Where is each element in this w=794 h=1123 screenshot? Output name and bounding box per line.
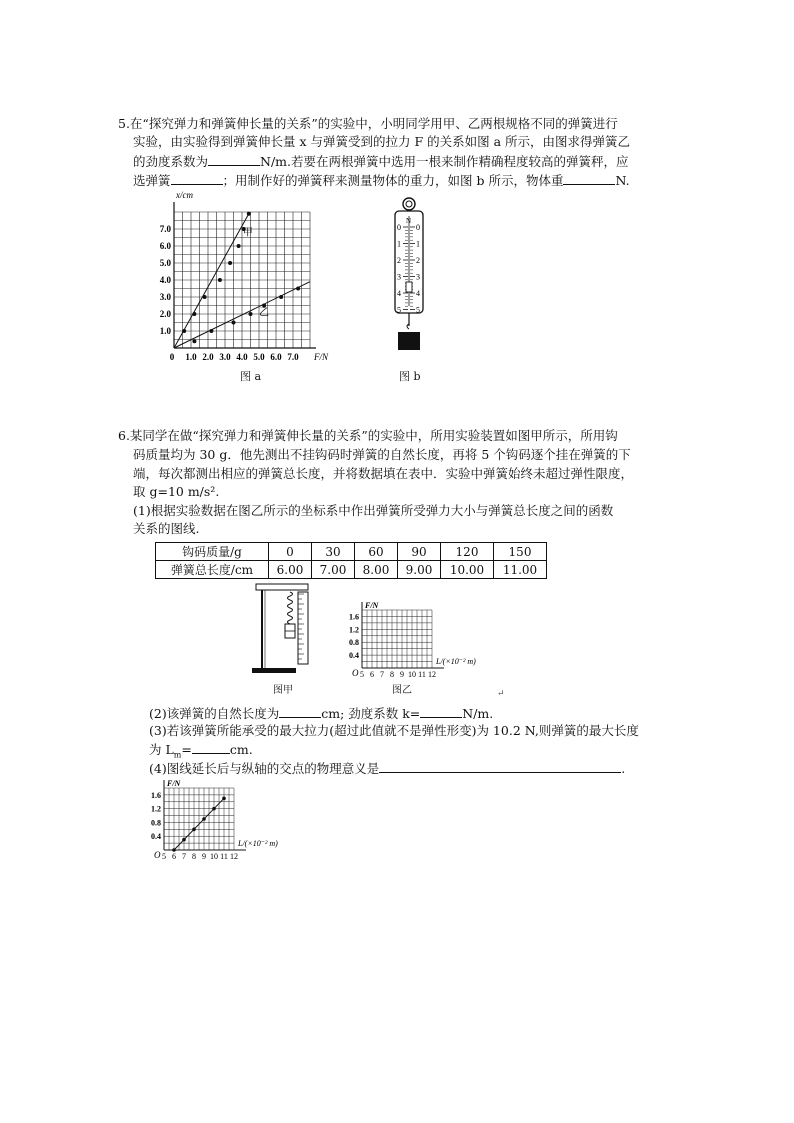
y-tick-label: 4.0 — [159, 275, 171, 285]
table-cell: 120 — [441, 543, 494, 561]
y-tick-label: 0.4 — [349, 651, 359, 661]
q6-line-1: 6.某同学在做“探究弹力和弹簧伸长量的关系”的实验中，所用实验装置如图甲所示，所用钩 — [118, 428, 618, 443]
scale-right-number: 1 — [416, 239, 420, 249]
data-point — [218, 278, 222, 282]
answer-blank[interactable] — [171, 172, 223, 185]
data-point — [209, 329, 213, 333]
spring-coil — [288, 592, 293, 624]
ruler — [298, 592, 308, 664]
table-header-cell: 弹簧总长度/cm — [156, 561, 269, 579]
q6-text: 为 L — [149, 742, 174, 757]
y-tick-label: 7.0 — [159, 224, 171, 234]
table-cell: 8.00 — [355, 561, 398, 579]
x-tick-label: 6 — [172, 852, 176, 861]
scale-right-number: 0 — [416, 223, 420, 232]
x-tick-label: 12 — [428, 670, 436, 679]
x-tick-label: 10 — [210, 852, 218, 861]
y-tick-label: 5.0 — [159, 258, 171, 268]
data-point — [249, 312, 253, 316]
scale-hook-ring-inner — [406, 201, 412, 207]
y-axis-label: F/N — [365, 601, 379, 610]
figure-yi-chart — [340, 600, 500, 684]
answer-blank[interactable] — [208, 153, 260, 166]
q6-text: = — [181, 742, 192, 757]
q6-line-2: 码质量均为 30 g．他先测出不挂钩码时弹簧的自然长度，再将 5 个钩码逐个挂在弹簧的下 — [133, 447, 631, 462]
data-point — [192, 828, 196, 832]
fig-a-caption: 图 a — [240, 370, 262, 383]
x-tick-label: 12 — [230, 852, 238, 861]
x-axis-label: L/(×10⁻² m) — [436, 657, 476, 666]
data-point — [279, 295, 283, 299]
q5-text: N/m.若要在两根弹簧中选用一根来制作精确程度较高的弹簧秤，应 — [260, 154, 629, 169]
q6-line-6: 关系的图线. — [133, 521, 200, 536]
q5-text: 的劲度系数为 — [133, 154, 209, 169]
x-tick-label: 11 — [220, 852, 228, 861]
q5-text: N. — [615, 173, 630, 188]
data-point — [203, 295, 207, 299]
fig-yi-caption: 图乙 — [392, 685, 412, 696]
q6-sub2 — [149, 705, 493, 722]
q6-text: cm; 劲度系数 k= — [321, 706, 421, 721]
series-label: 乙 — [259, 307, 269, 319]
data-point — [237, 244, 241, 248]
x-tick-label: 7 — [182, 852, 186, 861]
x-tick-label: 6.0 — [270, 352, 282, 362]
table-cell: 0 — [269, 543, 312, 561]
origin-label: O — [154, 850, 161, 860]
y-tick-label: 0.4 — [151, 832, 161, 842]
fig-b-caption: 图 b — [399, 370, 421, 383]
table-cell: 30 — [312, 543, 355, 561]
figure-a-chart — [150, 186, 350, 386]
y-tick-label: 1.2 — [151, 804, 161, 814]
table-cell: 7.00 — [312, 561, 355, 579]
y-axis-label: x/cm — [176, 190, 193, 200]
q6-text: (2)该弹簧的自然长度为 — [149, 706, 280, 721]
q6-line-4: 取 g=10 m/s². — [133, 484, 220, 499]
answer-blank[interactable] — [420, 705, 462, 718]
x-tick-label: 7 — [380, 670, 384, 679]
q6-sub3-line1: (3)若该弹簧所能承受的最大拉力(超过此值就不是弹性形变)为 10.2 N,则弹簧的最大长度 — [149, 723, 639, 738]
data-point — [247, 212, 251, 216]
scale-pointer — [406, 282, 412, 292]
table-row — [156, 543, 547, 561]
y-tick-label: 6.0 — [159, 241, 171, 251]
scale-left-number: 1 — [397, 239, 401, 249]
data-point — [232, 321, 236, 325]
x-axis-label: L/(×10⁻² m) — [238, 839, 278, 848]
x-tick-label: 5.0 — [253, 352, 265, 362]
x-tick-label: 10 — [408, 670, 416, 679]
series-label: 甲 — [242, 227, 253, 239]
answer-blank[interactable] — [279, 705, 321, 718]
y-tick-label: 0.8 — [151, 818, 161, 828]
stand-top-clamp — [256, 584, 308, 590]
q5-line-1: 5.在“探究弹力和弹簧伸长量的关系”的实验中，小明同学用甲、乙两根规格不同的弹簧进行 — [118, 116, 618, 131]
x-tick-label: 7.0 — [287, 352, 299, 362]
x-axis-label: F/N — [314, 352, 329, 362]
y-tick-label: 1.6 — [349, 612, 359, 622]
x-tick-label: 5 — [162, 852, 166, 861]
q5-line-3 — [133, 153, 629, 170]
scale-right-number: 5 — [416, 305, 420, 315]
data-point — [228, 261, 232, 265]
x-tick-label: 8 — [192, 852, 196, 861]
spring-scale-figure — [384, 196, 434, 356]
x-tick-label: 1.0 — [185, 352, 197, 362]
data-point — [296, 287, 300, 291]
answer-blank[interactable] — [379, 760, 621, 773]
data-point — [182, 329, 186, 333]
x-tick-label: 6 — [370, 670, 374, 679]
q6-text: cm. — [229, 742, 253, 757]
y-axis-label: F/N — [167, 779, 181, 788]
q5-line-2: 实验，由实验得到弹簧伸长量 x 与弹簧受到的拉力 F 的关系如图 a 所示，由图求得弹簧乙 — [133, 134, 631, 149]
table-row — [156, 561, 547, 579]
stand-base — [252, 668, 296, 673]
data-point — [192, 312, 196, 316]
x-tick-label: 0 — [169, 352, 175, 362]
y-tick-label: 1.2 — [349, 625, 359, 635]
origin-label: O — [352, 668, 359, 678]
q5-text: ；用制作好的弹簧秤来测量物体的重力，如图 b 所示，物体重 — [222, 173, 564, 188]
y-tick-label: 2.0 — [159, 309, 171, 319]
y-tick-label: 1.0 — [159, 326, 171, 336]
scale-left-number: 4 — [397, 289, 401, 298]
answer-blank[interactable] — [563, 172, 615, 185]
scale-right-number: 3 — [416, 272, 420, 282]
q6-line-5: (1)根据实验数据在图乙所示的坐标系中作出弹簧所受弹力大小与弹簧总长度之间的函数 — [133, 503, 614, 518]
y-tick-label: 0.8 — [349, 638, 359, 648]
x-tick-label: 11 — [418, 670, 426, 679]
scale-right-number: 4 — [416, 289, 420, 298]
x-tick-label: 2.0 — [202, 352, 214, 362]
q6-text: . — [621, 761, 626, 776]
table-cell: 10.00 — [441, 561, 494, 579]
fig-jia-caption: 图甲 — [273, 685, 293, 696]
q5-text: 选弹簧 — [133, 173, 171, 188]
x-tick-label: 4.0 — [236, 352, 248, 362]
y-tick-label: 1.6 — [151, 790, 161, 800]
table-header-cell: 钩码质量/g — [156, 543, 269, 561]
data-point — [192, 339, 196, 343]
apparatus-figure — [250, 582, 316, 682]
x-tick-label: 9 — [400, 670, 404, 679]
table-cell: 9.00 — [398, 561, 441, 579]
table-cell: 90 — [398, 543, 441, 561]
x-tick-label: 9 — [202, 852, 206, 861]
subscript: m — [173, 750, 182, 760]
data-point — [182, 838, 186, 842]
x-tick-label: 5 — [360, 670, 364, 679]
data-table — [155, 542, 547, 579]
table-cell: 6.00 — [269, 561, 312, 579]
q6-text: (4)图线延长后与纵轴的交点的物理意义是 — [149, 761, 380, 776]
scale-right-number: 2 — [416, 256, 420, 265]
data-point — [212, 807, 216, 811]
scale-left-number: 3 — [397, 272, 401, 282]
table-cell: 60 — [355, 543, 398, 561]
q6-sub4 — [149, 760, 625, 777]
scale-unit-label: N — [406, 217, 412, 225]
data-point — [172, 848, 176, 852]
x-tick-label: 8 — [390, 670, 394, 679]
hanging-object — [398, 332, 420, 350]
table-cell: 11.00 — [494, 561, 547, 579]
scale-left-number: 5 — [397, 305, 401, 315]
table-cell: 150 — [494, 543, 547, 561]
y-tick-label: 3.0 — [159, 292, 171, 302]
answer-blank[interactable] — [192, 741, 230, 754]
x-tick-label: 3.0 — [219, 352, 231, 362]
scale-left-number: 0 — [397, 223, 401, 232]
series-line — [174, 214, 249, 348]
q6-line-3: 端，每次都测出相应的弹簧总长度，并将数据填在表中．实验中弹簧始终未超过弹性限度， — [133, 466, 634, 481]
data-point — [222, 797, 226, 801]
return-mark: ↵ — [497, 689, 505, 699]
q6-text: N/m. — [462, 706, 494, 721]
scale-hook-ring — [403, 198, 415, 210]
answer-graph — [142, 776, 312, 866]
data-point — [202, 817, 206, 821]
scale-left-number: 2 — [397, 256, 401, 265]
